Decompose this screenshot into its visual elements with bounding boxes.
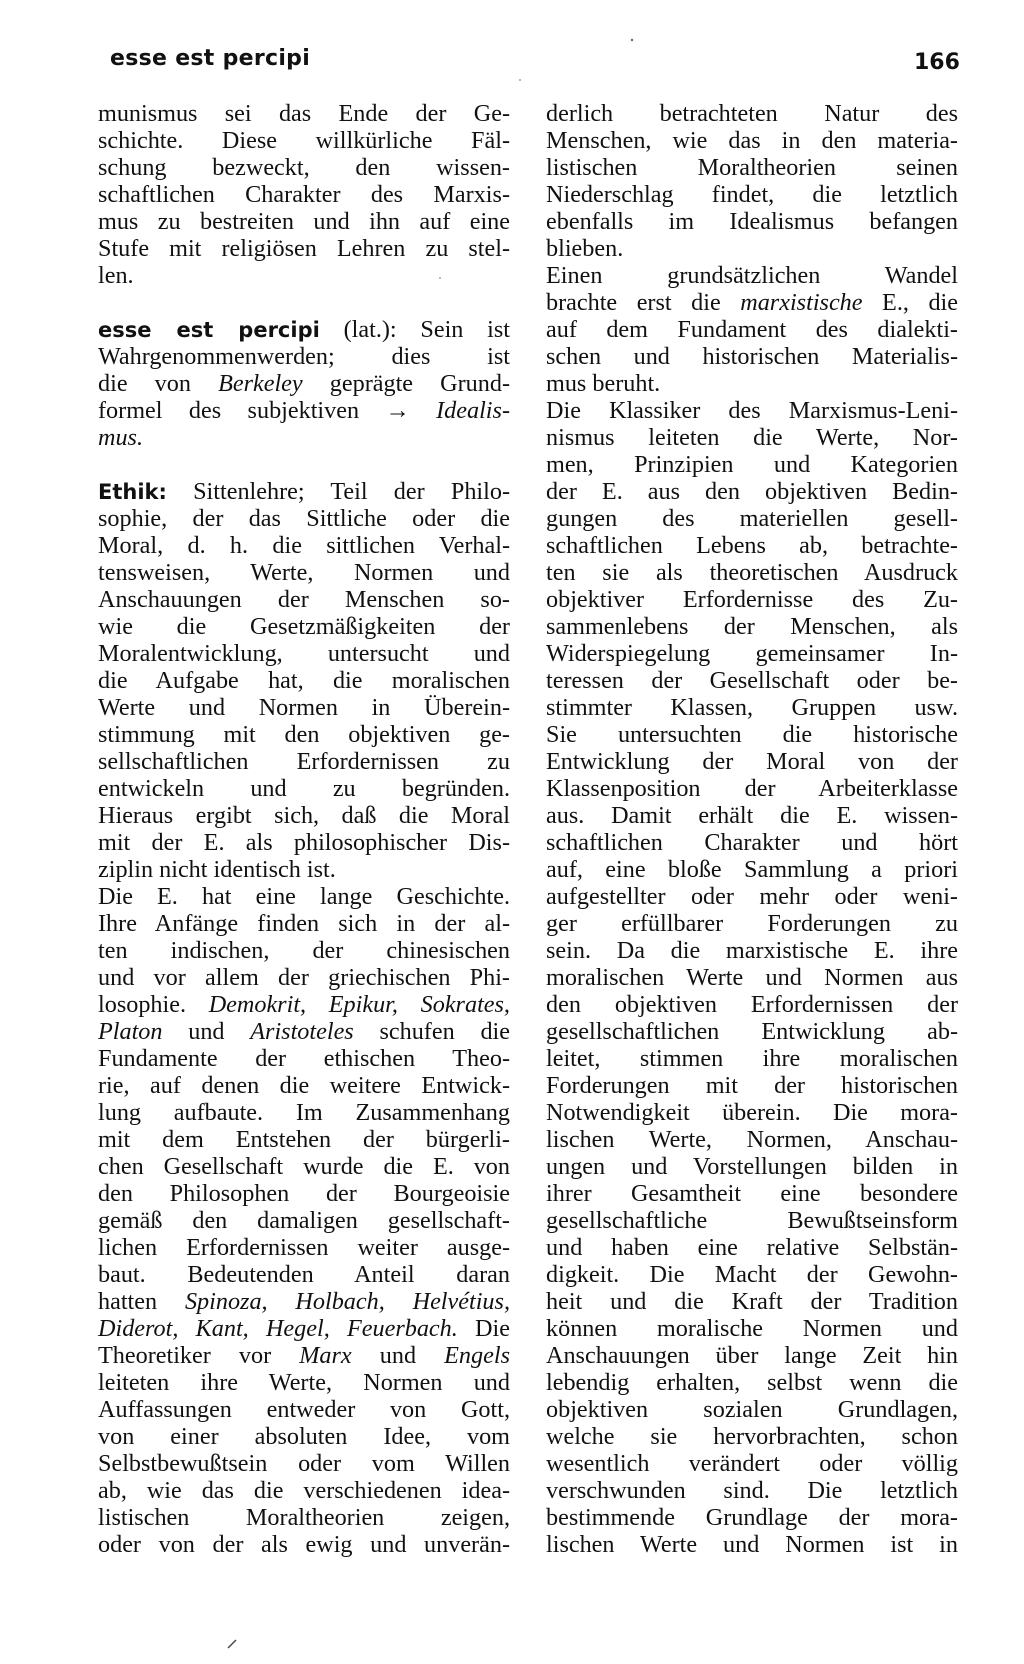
text-run: Theoretiker vor [98, 1342, 300, 1369]
text-run: die von [98, 370, 219, 397]
text-line: schaftlichen Charakter des Marxis- [98, 181, 510, 208]
text-line: ziplin nicht identisch ist. [98, 856, 336, 883]
text-line: entwickeln und zu begründen. [98, 775, 510, 802]
text-line: ab, wie das die verschiedenen idea- [98, 1477, 510, 1504]
text-line: lebendig erhalten, selbst wenn die [546, 1369, 958, 1396]
text-line: Wahrgenommenwerden; dies ist [98, 343, 510, 370]
text-line: chen Gesellschaft wurde die E. von [98, 1153, 510, 1180]
left-column [98, 100, 510, 1558]
emphasized-term: marxistische [740, 289, 863, 316]
text-line: lischen Werte, Normen, Anschau- [546, 1126, 958, 1153]
text-line: len. [98, 262, 134, 289]
cross-reference: mus. [98, 424, 144, 451]
entry-lemma: esse est percipi [98, 318, 320, 342]
text-run: formel des subjektiven [98, 397, 386, 424]
text-line: Fundamente der ethischen Theo- [98, 1045, 510, 1072]
person-names: Demokrit, Epikur, Sokrates, [208, 991, 510, 1018]
text-line [98, 1342, 510, 1369]
scan-speck [519, 79, 521, 81]
text-line: Notwendigkeit überein. Die mora- [546, 1099, 958, 1126]
text-line: die Aufgabe hat, die moralischen [98, 667, 510, 694]
text-line: leitet, stimmen ihre moralischen [546, 1045, 958, 1072]
text-line: ihrer Gesamtheit eine besondere [546, 1180, 958, 1207]
text-line: stimmung mit den objektiven ge- [98, 721, 510, 748]
text-run: und [351, 1342, 445, 1369]
text-line: moralischen Werte und Normen aus [546, 964, 958, 991]
text-line: Sie untersuchten die historische [546, 721, 958, 748]
text-line: gungen des materiellen gesell- [546, 505, 958, 532]
text-line: auf, eine bloße Sammlung a priori [546, 856, 958, 883]
text-line: Auffassungen entweder von Gott, [98, 1396, 510, 1423]
text-line: Ihre Anfänge finden sich in der al- [98, 910, 510, 937]
running-head: esse est percipi [110, 46, 311, 71]
text-line: oder von der als ewig und unverän- [98, 1531, 510, 1558]
text-line: ten sie als theoretischen Ausdruck [546, 559, 958, 586]
text-line: Widerspiegelung gemeinsamer In- [546, 640, 958, 667]
cross-reference: Idealis- [409, 397, 510, 424]
text-line: mit dem Entstehen der bürgerli- [98, 1126, 510, 1153]
text-line: schichte. Diese willkürliche Fäl- [98, 127, 510, 154]
text-line: Menschen, wie das in den materia- [546, 127, 958, 154]
text-line: Die Klassiker des Marxismus-Leni- [546, 397, 958, 424]
person-names: Spinoza, Holbach, Helvétius, [184, 1288, 510, 1315]
text-line: sophie, der das Sittliche oder die [98, 505, 510, 532]
text-run: hatten [98, 1288, 185, 1315]
text-line [98, 1315, 510, 1342]
text-run: losophie. [98, 991, 209, 1018]
text-line: digkeit. Die Macht der Gewohn- [546, 1261, 958, 1288]
text-line: der E. aus den objektiven Bedin- [546, 478, 958, 505]
text-line: Forderungen mit der historischen [546, 1072, 958, 1099]
text-line: men, Prinzipien und Kategorien [546, 451, 958, 478]
text-line: Hieraus ergibt sich, daß die Moral [98, 802, 510, 829]
text-line [98, 1018, 510, 1045]
text-line: sammenlebens der Menschen, als [546, 613, 958, 640]
text-line: heit und die Kraft der Tradition [546, 1288, 958, 1315]
text-run: brachte erst die [546, 289, 741, 316]
entry-esse-est-percipi [98, 316, 510, 451]
text-line [98, 316, 510, 343]
text-line: gemäß den damaligen gesellschaft- [98, 1207, 510, 1234]
text-line: leiteten ihre Werte, Normen und [98, 1369, 510, 1396]
text-line: wesentlich verändert oder völlig [546, 1450, 958, 1477]
text-line [98, 397, 510, 424]
text-line: und haben eine relative Selbstän- [546, 1234, 958, 1261]
text-line: listischen Moraltheorien zeigen, [98, 1504, 510, 1531]
text-line: lischen Werte und Normen ist in [546, 1531, 958, 1558]
text-line: derlich betrachteten Natur des [546, 100, 958, 127]
text-run: geprägte Grund- [302, 370, 510, 397]
text-line: mus zu bestreiten und ihn auf eine [98, 208, 510, 235]
text-line: den objektiven Erfordernissen der [546, 991, 958, 1018]
text-line: Anschauungen der Menschen so- [98, 586, 510, 613]
text-line: schen und historischen Materialis- [546, 343, 958, 370]
text-line: den Philosophen der Bourgeoisie [98, 1180, 510, 1207]
person-name: Berkeley [218, 370, 303, 397]
text-run: Sittenlehre; Teil der Philo- [166, 478, 510, 505]
text-line: Anschauungen über lange Zeit hin [546, 1342, 958, 1369]
text-line: Moralentwicklung, untersucht und [98, 640, 510, 667]
text-line: teressen der Gesellschaft oder be- [546, 667, 958, 694]
previous-entry-continuation [98, 100, 510, 289]
text-run: E., die [862, 289, 958, 316]
person-name: Marx [299, 1342, 352, 1369]
text-line: schung bezweckt, den wissen- [98, 154, 510, 181]
text-line: gesellschaftlichen Entwicklung ab- [546, 1018, 958, 1045]
text-line: können moralische Normen und [546, 1315, 958, 1342]
person-name: Engels [444, 1342, 510, 1369]
text-line: rie, auf denen die weitere Entwick- [98, 1072, 510, 1099]
text-line: aufgestellter oder mehr oder weni- [546, 883, 958, 910]
text-run: Die [457, 1315, 510, 1342]
text-line: ten indischen, der chinesischen [98, 937, 510, 964]
text-line: ebenfalls im Idealismus befangen [546, 208, 958, 235]
entry-lemma: Ethik: [98, 480, 167, 504]
text-line: tensweisen, Werte, Normen und [98, 559, 510, 586]
text-line: Einen grundsätzlichen Wandel [546, 262, 958, 289]
text-line: Werte und Normen in Überein- [98, 694, 510, 721]
text-line [546, 289, 958, 316]
text-line: auf dem Fundament des dialekti- [546, 316, 958, 343]
text-line: Entwicklung der Moral von der [546, 748, 958, 775]
text-line: objektiver Erfordernisse des Zu- [546, 586, 958, 613]
text-line: Die E. hat eine lange Geschichte. [98, 883, 510, 910]
text-line: Moral, d. h. die sittlichen Verhal- [98, 532, 510, 559]
text-line: schaftlichen Lebens ab, betrachte- [546, 532, 958, 559]
text-line: baut. Bedeutenden Anteil daran [98, 1261, 510, 1288]
text-line: ger erfüllbarer Forderungen zu [546, 910, 958, 937]
scan-speck [631, 39, 633, 41]
text-line: welche sie hervorbrachten, schon [546, 1423, 958, 1450]
text-line: mus beruht. [546, 370, 661, 397]
text-line: lung aufbaute. Im Zusammenhang [98, 1099, 510, 1126]
text-line: und vor allem der griechischen Phi- [98, 964, 510, 991]
text-line: blieben. [546, 235, 624, 262]
text-line: nismus leiteten die Werte, Nor- [546, 424, 958, 451]
text-line: Niederschlag findet, die letztlich [546, 181, 958, 208]
right-column [546, 100, 958, 1558]
text-line: bestimmende Grundlage der mora- [546, 1504, 958, 1531]
page-number: 166 [914, 50, 960, 75]
text-line: aus. Damit erhält die E. wissen- [546, 802, 958, 829]
text-line: wie die Gesetzmäßigkeiten der [98, 613, 510, 640]
text-line [98, 1288, 510, 1315]
text-line [98, 370, 510, 397]
text-line: mit der E. als philosophischer Dis- [98, 829, 510, 856]
person-names: Diderot, Kant, Hegel, Feuerbach. [98, 1315, 458, 1342]
text-line [98, 991, 510, 1018]
text-line: sellschaftlichen Erfordernissen zu [98, 748, 510, 775]
text-line: Stufe mit religiösen Lehren zu stel- [98, 235, 510, 262]
person-name: Platon [98, 1018, 163, 1045]
text-line: ungen und Vorstellungen bilden in [546, 1153, 958, 1180]
text-line: munismus sei das Ende der Ge- [98, 100, 510, 127]
text-line: Klassenposition der Arbeiterklasse [546, 775, 958, 802]
entry-ethik [98, 478, 510, 1558]
text-run: und [162, 1018, 251, 1045]
text-line: Selbstbewußtsein oder vom Willen [98, 1450, 510, 1477]
text-line [98, 478, 510, 505]
person-name: Aristoteles [250, 1018, 354, 1045]
text-line: von einer absoluten Idee, vom [98, 1423, 510, 1450]
text-run: schufen die [353, 1018, 510, 1045]
text-line: stimmter Klassen, Gruppen usw. [546, 694, 958, 721]
cross-reference-arrow-icon: → [385, 397, 410, 424]
text-line: sein. Da die marxistische E. ihre [546, 937, 958, 964]
text-line: verschwunden sind. Die letztlich [546, 1477, 958, 1504]
text-line: lichen Erfordernissen weiter ausge- [98, 1234, 510, 1261]
scan-speck [228, 1640, 236, 1648]
text-line: gesellschaftliche Bewußtseinsform [546, 1207, 958, 1234]
text-line: listischen Moraltheorien seinen [546, 154, 958, 181]
text-line: schaftlichen Charakter und hört [546, 829, 958, 856]
text-run: (lat.): Sein ist [319, 316, 511, 343]
text-line: objektiven sozialen Grundlagen, [546, 1396, 958, 1423]
